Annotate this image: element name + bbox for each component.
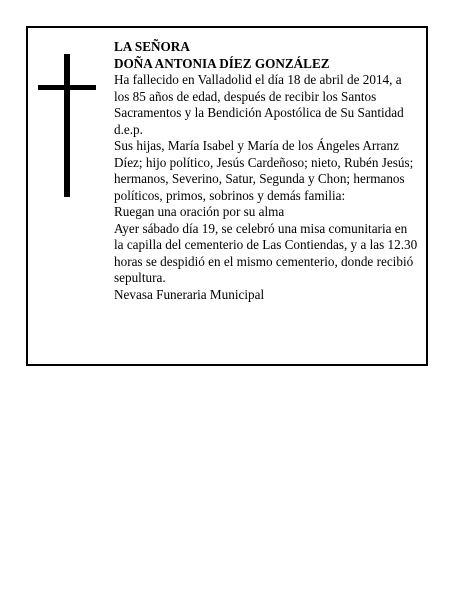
cross-horizontal-bar [38, 85, 96, 90]
family-list: Sus hijas, María Isabel y María de los Ángeles Arranz Díez; hijo político, Jesús Cardeñoso; nieto, Rubén Jesús; hermanos, Severino, Satur, Segunda y Chon; hermanos políticos, primos, sobrinos y demás familia: [114, 138, 414, 203]
cross-vertical-bar [64, 54, 70, 197]
notice-title-line1: LA SEÑORA [114, 39, 190, 54]
funeral-details: Ayer sábado día 19, se celebró una misa comunitaria en la capilla del cementerio de Las Contiendas, y a las 12.30 horas se despidió en el mismo cementerio, donde recibió sepultura. [114, 220, 418, 285]
funeral-home-signature: Nevasa Funeraria Municipal [114, 286, 265, 302]
death-announcement: Ha fallecido en Valladolid el día 18 de abril de 2014, a los 85 años de edad, después de recibir los Santos Sacramentos y la Bendición Apostólica de Su Santidad d.e.p. [114, 72, 404, 137]
obituary-text-block [114, 39, 420, 303]
deceased-name: DOÑA ANTONIA DÍEZ GONZÁLEZ [114, 55, 330, 71]
prayer-request: Ruegan una oración por su alma [114, 204, 285, 219]
